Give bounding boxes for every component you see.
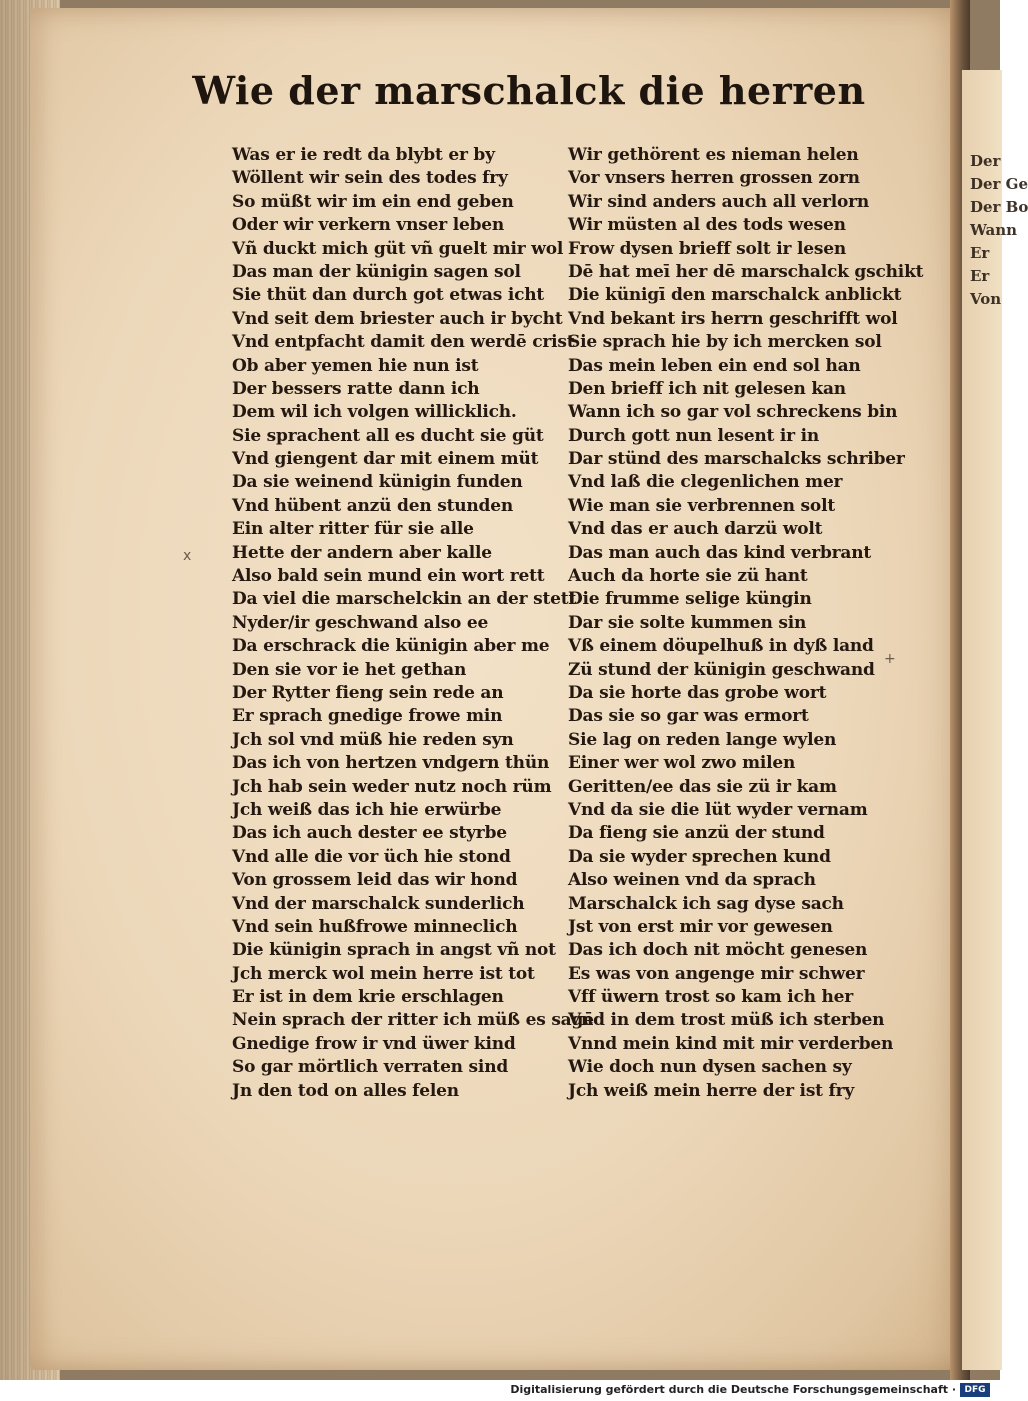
verse-line: Ein alter ritter für sie alle	[232, 519, 474, 540]
verse-line: Wir müsten al des tods wesen	[568, 215, 846, 236]
verse-line: Nein sprach der ritter ich müß es sagē	[232, 1010, 594, 1031]
verse-line: Jch weiß das ich hie erwürbe	[232, 799, 502, 820]
margin-mark-left: x	[183, 548, 192, 564]
facing-page-line: Der Ge	[970, 175, 1028, 193]
verse-line: Die frumme selige küngin	[568, 589, 812, 610]
verse-line: Das ich doch nit möcht genesen	[568, 940, 868, 961]
verse-line: Den sie vor ie het gethan	[232, 659, 467, 680]
verse-line: Nyder/ir geschwand also ee	[232, 612, 489, 633]
facing-page-line: Er	[970, 267, 990, 285]
verse-line: Vñ duckt mich güt vñ guelt mir wol	[232, 238, 564, 259]
verse-line: So gar mörtlich verraten sind	[232, 1057, 509, 1078]
verse-line: Vnd in dem trost müß ich sterben	[568, 1010, 885, 1031]
verse-line: Der Rytter fieng sein rede an	[232, 682, 504, 703]
facing-page-text	[962, 70, 1028, 311]
verse-line: Also bald sein mund ein wort rett	[232, 566, 545, 587]
verse-line: Dar stünd des marschalcks schriber	[568, 449, 905, 470]
verse-line: Sie sprachent all es ducht sie güt	[232, 425, 544, 446]
verse-line: Einer wer wol zwo milen	[568, 753, 796, 774]
verse-line: Der bessers ratte dann ich	[232, 378, 480, 399]
verse-line: Geritten/ee das sie zü ir kam	[568, 776, 837, 797]
verse-line: Er sprach gnedige frowe min	[232, 706, 503, 727]
verse-line: Hette der andern aber kalle	[232, 542, 492, 563]
verse-line: Das ich von hertzen vndgern thün	[232, 753, 550, 774]
verse-line: Da sie weinend künigin funden	[232, 472, 523, 493]
verse-line: Da erschrack die künigin aber me	[232, 636, 550, 657]
verse-line: Jst von erst mir vor gewesen	[568, 916, 833, 937]
facing-page-line: Wann	[970, 221, 1018, 239]
verse-line: Durch gott nun lesent ir in	[568, 425, 820, 446]
verse-line: So müßt wir im ein end geben	[232, 191, 514, 212]
verse-line: Sie thüt dan durch got etwas icht	[232, 285, 545, 306]
verse-line: Jn den tod on alles felen	[232, 1080, 459, 1101]
verse-line: Gnedige frow ir vnd üwer kind	[232, 1033, 516, 1054]
verse-line: Sie lag on reden lange wylen	[568, 729, 837, 750]
verse-line: Es was von angenge mir schwer	[568, 963, 865, 984]
verse-line: Vnd hübent anzü den stunden	[232, 495, 514, 516]
verse-line: Auch da horte sie zü hant	[568, 566, 808, 587]
verse-line: Wöllent wir sein des todes fry	[232, 168, 508, 189]
facing-page-edge	[962, 70, 1028, 1370]
verse-line: Jch merck wol mein herre ist tot	[232, 963, 535, 984]
verse-line: Dem wil ich volgen willicklich.	[232, 402, 517, 423]
verse-line: Also weinen vnd da sprach	[568, 870, 816, 891]
verse-line: Jch weiß mein herre der ist fry	[568, 1080, 855, 1101]
page-title: Wie der marschalck die herren	[192, 68, 866, 113]
facing-page-line: Der Bo	[970, 198, 1028, 216]
verse-line: Vnd bekant irs herrn geschrifft wol	[568, 308, 898, 329]
verse-line: Vnd sein hußfrowe minneclich	[232, 916, 518, 937]
verse-line: Jch hab sein weder nutz noch rüm	[232, 776, 552, 797]
verse-line: Sie sprach hie by ich mercken sol	[568, 332, 882, 353]
verse-line: Da sie horte das grobe wort	[568, 682, 827, 703]
verse-line: Was er ie redt da blybt er by	[232, 145, 495, 165]
verse-line: Vff üwern trost so kam ich her	[568, 987, 854, 1008]
verse-line: Das man auch das kind verbrant	[568, 542, 872, 563]
facing-page-line: Er	[970, 244, 990, 262]
verse-line: Vnd der marschalck sunderlich	[232, 893, 525, 914]
facing-page-line: Von	[970, 290, 1002, 308]
verse-line: Wann ich so gar vol schreckens bin	[568, 402, 898, 423]
verse-line: Vor vnsers herren grossen zorn	[568, 168, 860, 189]
verse-line: Wir sind anders auch all verlorn	[568, 191, 870, 212]
verse-line: Vnd da sie die lüt wyder vernam	[568, 799, 868, 820]
verse-line: Jch sol vnd müß hie reden syn	[232, 729, 514, 750]
footer	[0, 1380, 1000, 1401]
verse-line: Da fieng sie anzü der stund	[568, 823, 825, 844]
verse-line: Von grossem leid das wir hond	[232, 870, 518, 891]
verse-line: Die künigī den marschalck anblickt	[568, 285, 902, 306]
verse-line: Oder wir verkern vnser leben	[232, 215, 505, 236]
verse-line: Das mein leben ein end sol han	[568, 355, 861, 376]
verse-line: Dē hat meī her dē marschalck gschikt	[568, 261, 924, 282]
verse-line: Vnd giengent dar mit einem müt	[232, 449, 539, 470]
verse-line: Vß einem döupelhuß in dyß land	[568, 636, 874, 657]
verse-line: Frow dysen brieff solt ir lesen	[568, 238, 847, 259]
verse-line: Vnd alle die vor üch hie stond	[232, 846, 511, 867]
verse-line: Da viel die marschelckin an der stett	[232, 589, 577, 610]
verse-line: Da sie wyder sprechen kund	[568, 846, 831, 867]
dfg-logo: DFG	[960, 1383, 990, 1397]
verse-line: Wir gethörent es nieman helen	[568, 145, 859, 165]
verse-line: Das man der künigin sagen sol	[232, 261, 521, 282]
verse-line: Ob aber yemen hie nun ist	[232, 355, 479, 376]
verse-line: Das sie so gar was ermort	[568, 706, 809, 727]
verse-line: Das ich auch dester ee styrbe	[232, 823, 507, 844]
verse-line: Vnnd mein kind mit mir verderben	[568, 1033, 894, 1054]
verse-line: Vnd entpfacht damit den werdē crist	[232, 332, 575, 353]
verse-line: Er ist in dem krie erschlagen	[232, 987, 504, 1008]
verse-line: Vnd laß die clegenlichen mer	[568, 472, 843, 493]
verse-line: Vnd seit dem briester auch ir bycht	[232, 308, 563, 329]
verse-line: Die künigin sprach in angst vñ not	[232, 940, 556, 961]
facing-page-line: Der	[970, 152, 1001, 170]
verse-line: Wie doch nun dysen sachen sy	[568, 1057, 852, 1078]
verse-line: Dar sie solte kummen sin	[568, 612, 807, 633]
right-verse-column	[568, 144, 923, 1103]
funding-credit: Digitalisierung gefördert durch die Deutsche Forschungsgemeinschaft ·	[510, 1383, 956, 1396]
margin-mark-right: +	[884, 651, 896, 667]
verse-line: Marschalck ich sag dyse sach	[568, 893, 844, 914]
verse-line: Den brieff ich nit gelesen kan	[568, 378, 846, 399]
verse-line: Wie man sie verbrennen solt	[568, 495, 835, 516]
left-verse-column	[232, 144, 594, 1103]
verse-line: Zü stund der künigin geschwand	[568, 659, 875, 680]
verse-line: Vnd das er auch darzü wolt	[568, 519, 823, 540]
